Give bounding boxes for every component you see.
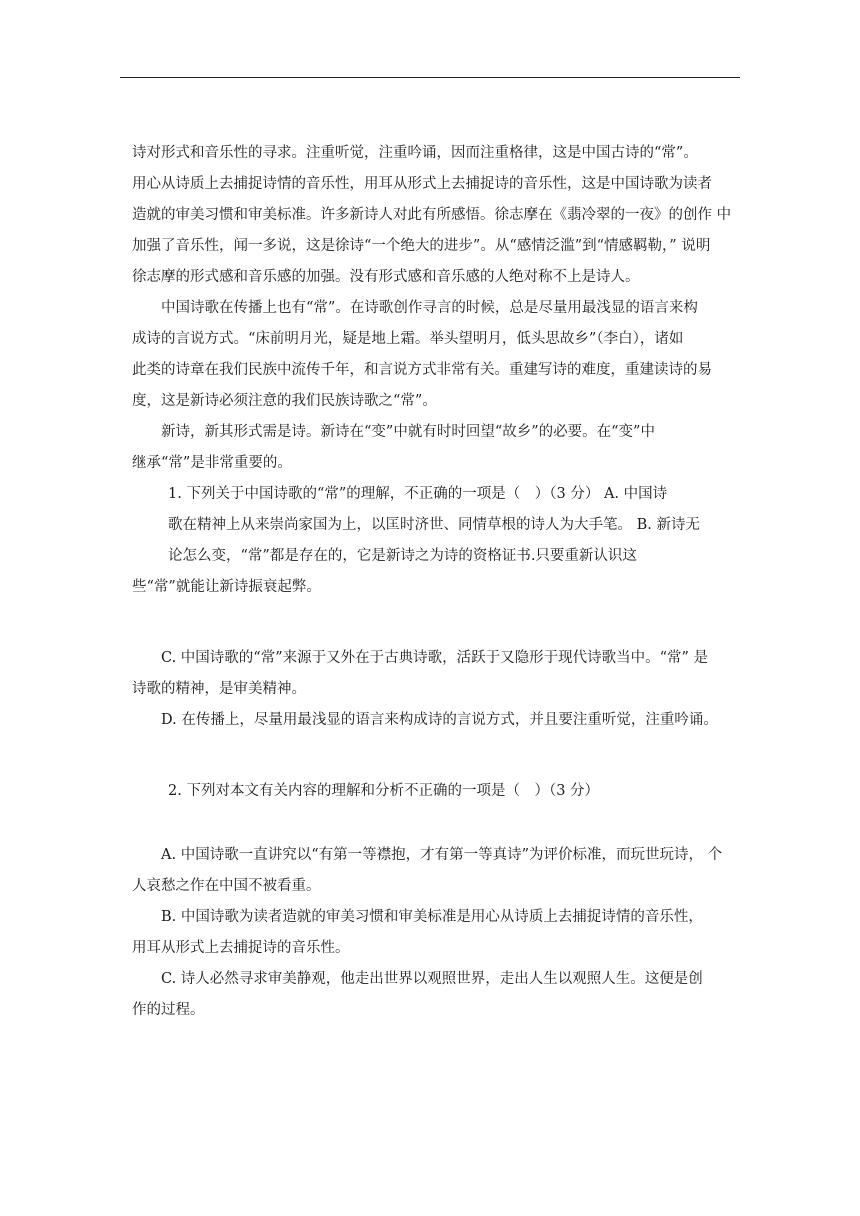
text-line: 新诗，新其形式需是诗。新诗在“变”中就有时时回望“故乡”的必要。在“变”中: [161, 424, 655, 440]
option-a-line: A. 中国诗歌一直讲究以“有第一等襟抱，才有第一等真诗”为评价标准，而玩世玩诗， 个: [161, 847, 723, 863]
option-b-line: 用耳从形式上去捕捉诗的音乐性。: [132, 940, 350, 956]
text-line: 用心从诗质上去捕捉诗情的音乐性，用耳从形式上去捕捉诗的音乐性，这是中国诗歌为读者: [132, 176, 712, 192]
text-line: 继承“常”是非常重要的。: [132, 455, 292, 471]
document-body: [132, 138, 738, 1026]
text-line: 造就的审美习惯和审美标准。许多新诗人对此有所感悟。徐志摩在《翡冷翠的一夜》的创作 中: [132, 207, 732, 223]
question-2-line: 2. 下列对本文有关内容的理解和分析不正确的一项是（ ）（3 分）: [168, 783, 600, 799]
question-1-line: 1. 下列关于中国诗歌的“常”的理解，不正确的一项是（ ）（3 分） A. 中国诗: [168, 486, 668, 502]
option-c-line: 诗歌的精神，是审美精神。: [132, 681, 306, 697]
text-line: 中国诗歌在传播上也有“常”。在诗歌创作寻言的时候，总是尽量用最浅显的语言来构: [161, 300, 698, 316]
text-line: 成诗的言说方式。“床前明月光，疑是地上霜。举头望明月，低头思故乡”（李白），诸如: [132, 331, 684, 347]
spacer: [132, 807, 738, 840]
question-1-line: 论怎么变，“常”都是存在的，它是新诗之为诗的资格证书.只要重新认识这: [168, 548, 637, 564]
option-c-line: C. 中国诗歌的“常”来源于又外在于古典诗歌，活跃于又隐形于现代诗歌当中。“常” 是: [161, 650, 709, 666]
option-d-line: D. 在传播上，尽量用最浅显的语言来构成诗的言说方式，并且要注重听觉，注重吟诵。: [161, 712, 718, 728]
text-line: 徐志摩的形式感和音乐感的加强。没有形式感和音乐感的人绝对称不上是诗人。: [132, 269, 640, 285]
option-c2-line: 作的过程。: [132, 1002, 205, 1018]
text-line: 度，这是新诗必须注意的我们民族诗歌之“常”。: [132, 393, 437, 409]
spacer: [132, 603, 738, 643]
text-line: 加强了音乐性，闻一多说，这是徐诗“一个绝大的进步”。从“感情泛滥”到“情感羁勒，” 说明: [132, 238, 711, 254]
header-rule: [120, 77, 740, 78]
text-line: 此类的诗章在我们民族中流传千年，和言说方式非常有关。重建写诗的难度，重建读诗的易: [132, 362, 712, 378]
question-1-line: 歌在精神上从来崇尚家国为上，以匡时济世、同情草根的诗人为大手笔。 B. 新诗无: [168, 517, 700, 533]
option-c2-line: C. 诗人必然寻求审美静观，他走出世界以观照世界，走出人生以观照人生。这便是创: [161, 971, 703, 987]
question-1-line: 些“常”就能让新诗振衰起弊。: [132, 579, 321, 595]
spacer: [132, 736, 738, 776]
text-line: 诗对形式和音乐性的寻求。注重听觉，注重吟诵，因而注重格律，这是中国古诗的“常”。: [132, 145, 698, 161]
option-b-line: B. 中国诗歌为读者造就的审美习惯和审美标准是用心从诗质上去捕捉诗情的音乐性，: [161, 909, 703, 925]
option-a-line: 人哀愁之作在中国不被看重。: [132, 878, 321, 894]
